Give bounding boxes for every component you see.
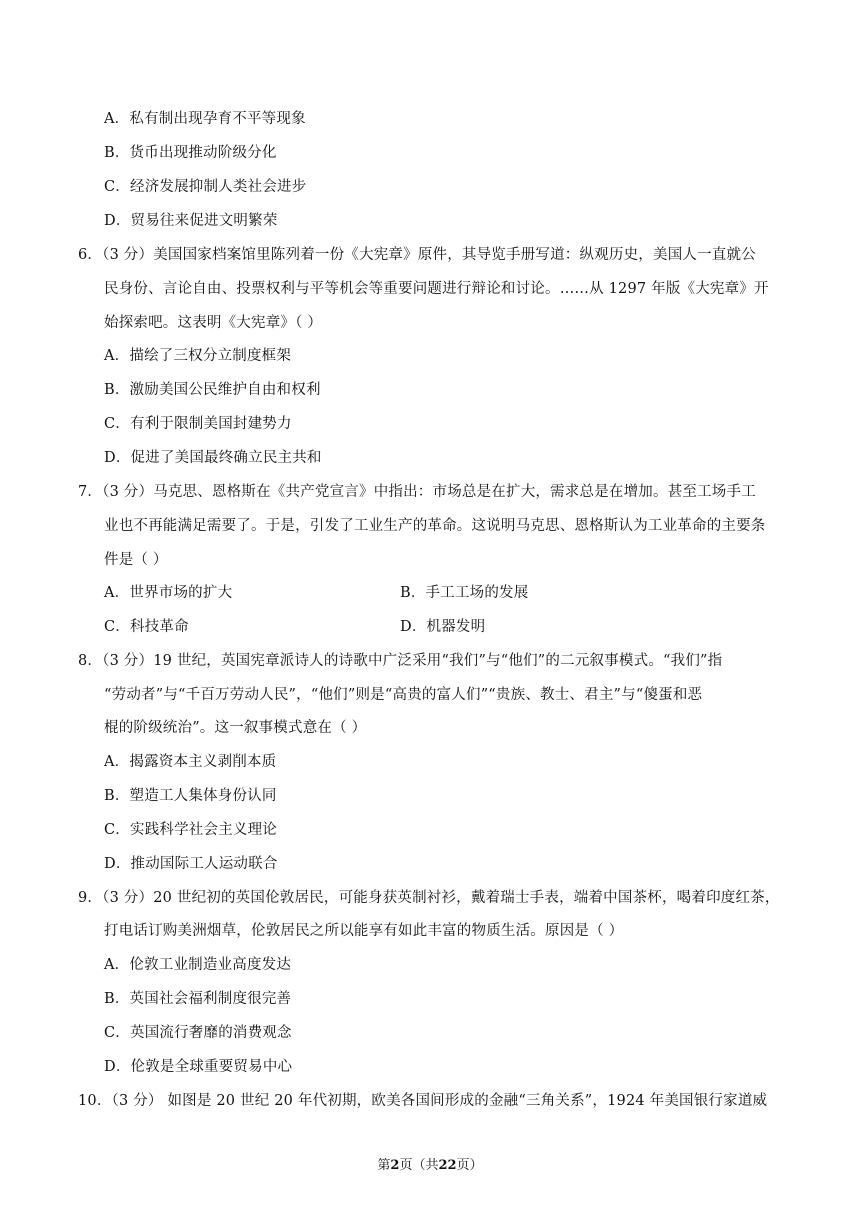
- q9-option-d: D．伦敦是全球重要贸易中心: [104, 1059, 293, 1075]
- q9-stem-line-2: 打电话订购美洲烟草，伦敦居民之所以能享有如此丰富的物质生活。原因是（ ）: [104, 923, 624, 939]
- q7-stem-line-2: 业也不再能满足需要了。于是，引发了工业生产的革命。这说明马克思、恩格斯认为工业革命的主要条: [104, 518, 766, 534]
- footer-prefix: 第: [377, 1158, 391, 1173]
- q9-option-b: B．英国社会福利制度很完善: [104, 991, 292, 1007]
- q8-stem-line-1: 8．（3 分）19 世纪，英国宪章派诗人的诗歌中广泛采用“我们”与“他们”的二元叙事模式。“我们”指: [78, 653, 723, 669]
- footer-page-number: 2: [390, 1158, 400, 1173]
- q6-stem-line-1: 6．（3 分）美国国家档案馆里陈列着一份《大宪章》原件，其导览手册写道：纵观历史，美国人一直就公: [78, 247, 756, 263]
- q10-stem-line-1: 10．（3 分） 如图是 20 世纪 20 年代初期，欧美各国间形成的金融“三角关系”，1924 年美国银行家道威: [78, 1093, 768, 1109]
- q6-stem-line-3: 始探索吧。这表明《大宪章》（ ）: [104, 315, 323, 331]
- q7-option-c: C．科技革命: [104, 619, 189, 635]
- q6-option-a: A．描绘了三权分立制度框架: [104, 348, 292, 364]
- q7-option-a: A．世界市场的扩大: [104, 585, 233, 601]
- q6-option-c: C．有利于限制美国封建势力: [104, 416, 292, 432]
- page-footer: [0, 1157, 860, 1175]
- q8-option-c: C．实践科学社会主义理论: [104, 822, 277, 838]
- footer-suffix: 页）: [456, 1158, 483, 1173]
- q8-stem-line-3: 棍的阶级统治”。这一叙事模式意在（ ）: [104, 720, 367, 736]
- q5-option-b: B．货币出现推动阶级分化: [104, 145, 277, 161]
- footer-total-pages: 22: [438, 1158, 457, 1173]
- q5-option-a: A．私有制出现孕育不平等现象: [104, 111, 306, 127]
- q6-option-d: D．促进了美国最终确立民主共和: [104, 450, 322, 466]
- q7-option-d: D．机器发明: [400, 619, 486, 635]
- q9-option-a: A．伦敦工业制造业高度发达: [104, 957, 292, 973]
- q5-option-c: C．经济发展抑制人类社会进步: [104, 179, 307, 195]
- q7-stem-line-3: 件是（ ）: [104, 552, 168, 568]
- q7-stem-line-1: 7．（3 分）马克思、恩格斯在《共产党宣言》中指出：市场总是在扩大，需求总是在增加。甚至工场手工: [78, 484, 756, 500]
- footer-mid: 页（共: [399, 1158, 439, 1173]
- q6-stem-line-2: 民身份、言论自由、投票权利与平等机会等重要问题进行辩论和讨论。……从 1297 年版《大宪章》开: [104, 281, 769, 297]
- q8-option-b: B．塑造工人集体身份认同: [104, 788, 277, 804]
- q8-option-d: D．推动国际工人运动联合: [104, 856, 278, 872]
- q9-option-c: C．英国流行奢靡的消费观念: [104, 1025, 292, 1041]
- q9-stem-line-1: 9．（3 分）20 世纪初的英国伦敦居民，可能身获英制衬衫，戴着瑞士手表，端着中国茶杯，喝着印度红茶，: [78, 890, 780, 906]
- q8-stem-line-2: “劳动者”与“千百万劳动人民”，“他们”则是“高贵的富人们”“贵族、教士、君主”与“傻蛋和恶: [104, 687, 703, 703]
- q7-option-b: B．手工工场的发展: [400, 585, 529, 601]
- q6-option-b: B．激励美国公民维护自由和权利: [104, 382, 321, 398]
- q5-option-d: D．贸易往来促进文明繁荣: [104, 213, 278, 229]
- q8-option-a: A．揭露资本主义剥削本质: [104, 754, 277, 770]
